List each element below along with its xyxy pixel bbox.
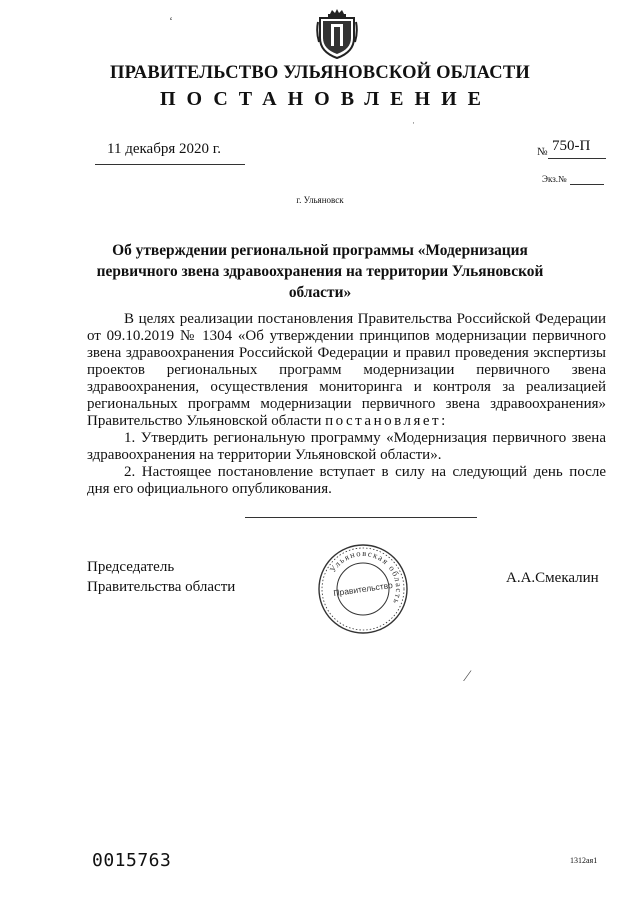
document-number: 750-П	[552, 138, 591, 154]
city: г. Ульяновск	[296, 195, 344, 205]
signatory-position	[87, 557, 235, 597]
date-underline	[95, 164, 245, 165]
registration-number: 0015763	[92, 850, 172, 871]
handwritten-mark: ⁄	[466, 668, 469, 685]
copy-label: Экз.№	[542, 174, 567, 184]
decree-word: постановляет:	[325, 413, 448, 429]
number-underline	[548, 158, 606, 159]
position-line-1: Председатель	[87, 559, 175, 575]
scan-speck: ‘	[169, 14, 173, 28]
end-divider	[245, 517, 477, 518]
print-code: 1312ая1	[570, 856, 598, 865]
signatory-name: А.А.Смекалин	[506, 570, 599, 586]
position-line-2: Правительства области	[87, 579, 236, 595]
item-1: 1. Утвердить региональную программу «Модернизация первичного звена здравоохранения на территории Ульяновской области».	[87, 430, 606, 463]
document-kind: ПОСТАНОВЛЕНИЕ	[160, 88, 492, 110]
number-sign: №	[537, 146, 548, 158]
scan-speck: ·	[412, 118, 415, 128]
preamble-text: В целях реализации постановления Правительства Российской Федерации от 09.10.2019 № 1304 «Об утверждении принципов модернизации первичного звена здравоохранения Российской Федерации и правил проведения экспертизы проектов региональных программ модернизации первичного звена здравоохранения, осуществления мониторинга и контроля за реализацией региональных программ модернизации первичного звена здравоохранения» Правительство Ульяновской области	[87, 311, 606, 429]
seal-center-text: Правительство	[332, 579, 394, 599]
coat-of-arms-icon	[316, 8, 358, 60]
document-date: 11 декабря 2020 г.	[107, 141, 221, 157]
document-title: Об утверждении региональной программы «Модернизация первичного звена здравоохранения на территории Ульяновской области»	[96, 242, 544, 301]
seal-ring-text: Ульяновская область	[327, 547, 405, 607]
document-body	[87, 311, 606, 498]
government-name: ПРАВИТЕЛЬСТВО УЛЬЯНОВСКОЙ ОБЛАСТИ	[110, 63, 530, 83]
item-2: 2. Настоящее постановление вступает в силу на следующий день после дня его официального опубликования.	[87, 464, 606, 497]
copy-underline	[570, 184, 604, 185]
official-seal	[317, 543, 409, 635]
preamble-paragraph	[87, 311, 606, 430]
